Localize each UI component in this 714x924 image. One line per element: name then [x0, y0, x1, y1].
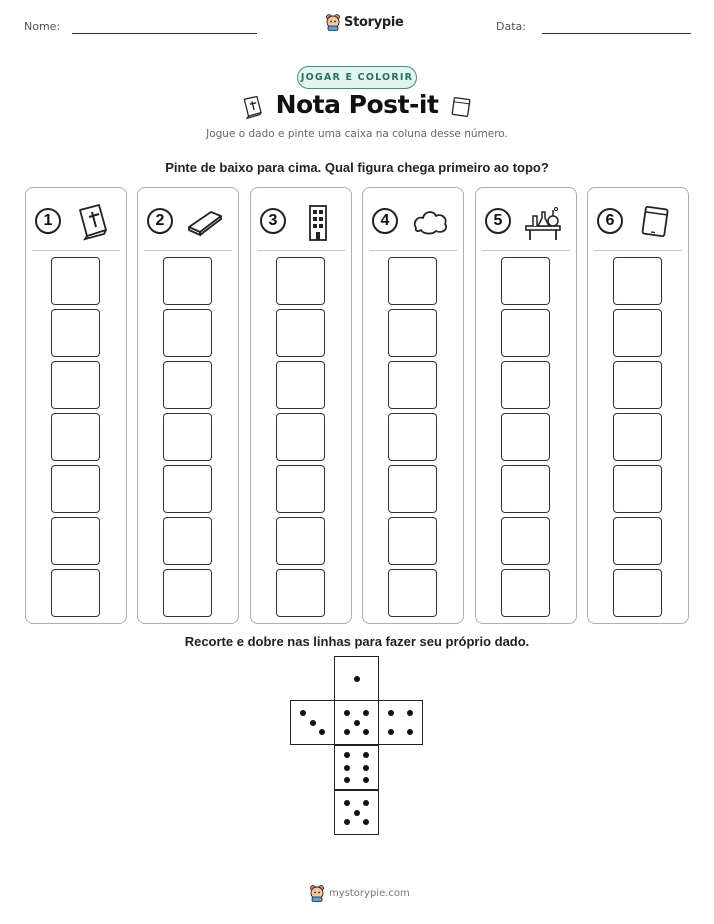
dice-pip	[407, 729, 413, 735]
color-box[interactable]	[388, 517, 437, 565]
dice-pip	[344, 777, 350, 783]
color-box[interactable]	[613, 309, 662, 357]
column-number: 2	[147, 208, 173, 234]
subtitle: Jogue o dado e pinte uma caixa na coluna desse número.	[206, 128, 508, 140]
color-box[interactable]	[613, 257, 662, 305]
dice-pip	[363, 710, 369, 716]
color-box[interactable]	[163, 257, 212, 305]
color-box[interactable]	[51, 361, 100, 409]
dice-face-1	[334, 656, 379, 701]
color-box[interactable]	[388, 361, 437, 409]
color-box[interactable]	[613, 517, 662, 565]
dice-pip	[344, 729, 350, 735]
building-icon	[298, 202, 338, 242]
dice-pip	[354, 676, 360, 682]
date-label: Data:	[496, 20, 526, 33]
color-box[interactable]	[388, 413, 437, 461]
dice-face-4	[378, 700, 423, 745]
column-5	[475, 187, 577, 624]
dice-pip	[363, 777, 369, 783]
dice-pip	[344, 819, 350, 825]
footer-url: mystorypie.com	[329, 887, 410, 899]
column-1	[25, 187, 127, 624]
color-box[interactable]	[51, 257, 100, 305]
column-2	[137, 187, 239, 624]
color-box[interactable]	[276, 517, 325, 565]
dice-pip	[363, 752, 369, 758]
color-box[interactable]	[163, 361, 212, 409]
cushion-pad-icon	[185, 202, 225, 242]
name-line[interactable]	[72, 33, 257, 34]
column-6	[587, 187, 689, 624]
dice-face-5	[334, 790, 379, 835]
storypie-mascot-icon	[325, 13, 341, 31]
date-line[interactable]	[542, 33, 691, 34]
column-divider	[482, 250, 570, 251]
color-box[interactable]	[613, 465, 662, 513]
dice-pip	[344, 752, 350, 758]
storypie-mascot-icon	[309, 884, 325, 902]
puddle-blob-icon	[410, 202, 450, 242]
brand-logo	[325, 13, 404, 31]
dice-pip	[363, 800, 369, 806]
color-box[interactable]	[501, 361, 550, 409]
color-box[interactable]	[276, 257, 325, 305]
color-box[interactable]	[163, 465, 212, 513]
color-box[interactable]	[501, 465, 550, 513]
color-box[interactable]	[388, 257, 437, 305]
color-box[interactable]	[163, 517, 212, 565]
color-box[interactable]	[276, 569, 325, 617]
dice-pip	[344, 765, 350, 771]
color-box[interactable]	[501, 309, 550, 357]
color-box[interactable]	[501, 517, 550, 565]
column-3	[250, 187, 352, 624]
color-box[interactable]	[51, 465, 100, 513]
dice-pip	[407, 710, 413, 716]
column-divider	[257, 250, 345, 251]
column-number: 4	[372, 208, 398, 234]
dice-pip	[388, 729, 394, 735]
dice-pip	[354, 810, 360, 816]
brand-name: Storypie	[344, 14, 404, 30]
category-badge: JOGAR E COLORIR	[297, 66, 417, 89]
dice-pip	[300, 710, 306, 716]
footer	[309, 884, 410, 902]
color-box[interactable]	[163, 569, 212, 617]
column-number: 3	[260, 208, 286, 234]
column-number: 1	[35, 208, 61, 234]
dice-pip	[354, 720, 360, 726]
color-box[interactable]	[613, 361, 662, 409]
column-number: 6	[597, 208, 623, 234]
dice-pip	[388, 710, 394, 716]
color-box[interactable]	[276, 309, 325, 357]
dice-face-6	[334, 745, 379, 790]
instruction: Pinte de baixo para cima. Qual figura chega primeiro ao topo?	[165, 160, 549, 175]
color-box[interactable]	[51, 309, 100, 357]
column-divider	[594, 250, 682, 251]
dice-pip	[363, 729, 369, 735]
page-title: Nota Post-it	[275, 90, 439, 119]
notepad-icon	[635, 202, 675, 242]
color-box[interactable]	[613, 413, 662, 461]
color-box[interactable]	[276, 413, 325, 461]
color-box[interactable]	[501, 569, 550, 617]
column-divider	[369, 250, 457, 251]
dice-pip	[319, 729, 325, 735]
column-divider	[32, 250, 120, 251]
dice-pip	[363, 819, 369, 825]
color-box[interactable]	[388, 569, 437, 617]
color-box[interactable]	[163, 309, 212, 357]
color-box[interactable]	[388, 309, 437, 357]
column-divider	[144, 250, 232, 251]
color-box[interactable]	[51, 413, 100, 461]
dice-face-5	[334, 700, 379, 745]
color-box[interactable]	[276, 361, 325, 409]
color-box[interactable]	[163, 413, 212, 461]
color-box[interactable]	[501, 257, 550, 305]
color-box[interactable]	[388, 465, 437, 513]
notepad-icon	[448, 94, 474, 120]
color-box[interactable]	[276, 465, 325, 513]
lab-table-icon	[523, 202, 563, 242]
bible-book-icon	[73, 202, 113, 242]
dice-face-3	[290, 700, 335, 745]
color-box[interactable]	[613, 569, 662, 617]
dice-pip	[344, 800, 350, 806]
dice-pip	[310, 720, 316, 726]
color-box[interactable]	[501, 413, 550, 461]
dice-pip	[363, 765, 369, 771]
name-label: Nome:	[24, 20, 61, 33]
color-box[interactable]	[51, 569, 100, 617]
cut-instruction: Recorte e dobre nas linhas para fazer seu próprio dado.	[184, 634, 530, 649]
column-number: 5	[485, 208, 511, 234]
dice-pip	[344, 710, 350, 716]
column-4	[362, 187, 464, 624]
color-box[interactable]	[51, 517, 100, 565]
